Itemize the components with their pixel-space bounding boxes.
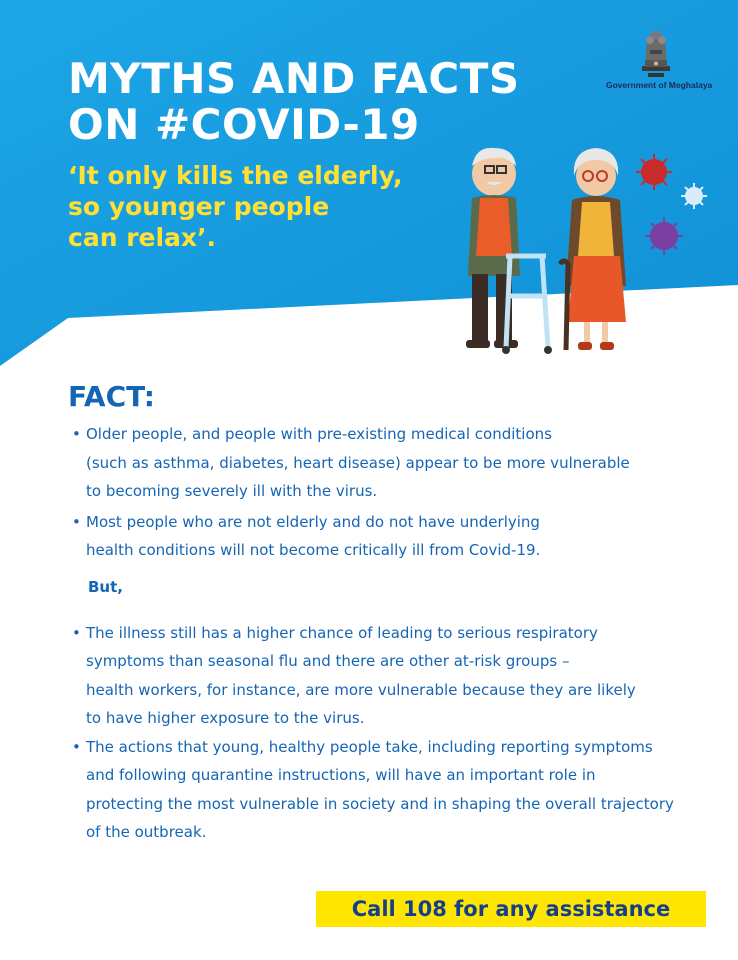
fact-line: health conditions will not become critically ill from Covid-19. [86,541,541,559]
helpline-text: Call 108 for any assistance [351,897,671,921]
fact-line: to becoming severely ill with the virus. [86,482,378,500]
fact-line: • Most people who are not elderly and do not have underlying [72,512,540,531]
virus-icon [681,183,707,209]
page-title [68,56,520,148]
fact-list [72,420,712,847]
fact-heading: FACT: [68,380,155,413]
fact-line: symptoms than seasonal flu and there are other at-risk groups – [86,652,570,670]
fact-line: to have higher exposure to the virus. [86,709,365,727]
myth-line-2: so younger people [68,192,330,221]
helpline-banner [316,891,706,927]
fact-bullet [72,733,712,847]
virus-icon [636,154,672,190]
elderly-couple-illustration [436,136,736,362]
fact-line: health workers, for instance, are more vulnerable because they are likely [86,680,636,699]
fact-bullet [72,508,712,565]
fact-line: and following quarantine instructions, will have an important role in [86,766,596,784]
myth-line-1: ‘It only kills the elderly, [68,161,403,190]
fact-line: protecting the most vulnerable in society and in shaping the overall trajectory [86,794,674,813]
fact-bullet [72,420,712,506]
fact-line: (such as asthma, diabetes, heart disease) appear to be more vulnerable [86,453,630,472]
but-label: But, [88,577,123,596]
virus-icon [645,217,683,255]
fact-line: • Older people, and people with pre-existing medical conditions [72,425,552,443]
title-line-1: MYTHS AND FACTS [68,54,520,103]
fact-line: of the outbreak. [86,823,207,841]
fact-bullet [72,619,712,733]
myth-line-3: can relax’. [68,223,217,252]
fact-line: • The actions that young, healthy people take, including reporting symptoms [72,737,653,756]
title-line-2: ON #COVID-19 [68,100,420,149]
national-emblem-icon [636,22,676,82]
fact-line: • The illness still has a higher chance of leading to serious respiratory [72,623,598,642]
myth-statement [68,160,402,253]
government-label: Government of Meghalaya [606,80,713,90]
